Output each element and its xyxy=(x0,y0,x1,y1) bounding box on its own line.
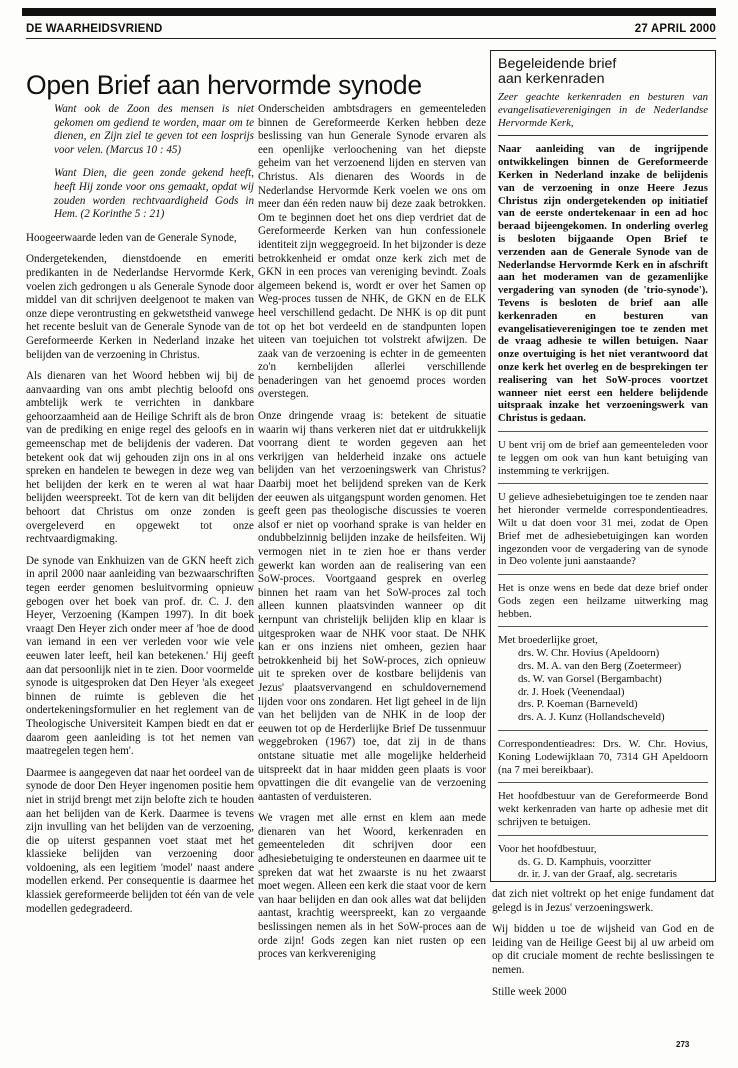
signatory: drs. M. A. van den Berg (Zoetermeer) xyxy=(518,660,682,673)
signatory: drs. A. J. Kunz (Hollandscheveld) xyxy=(518,711,665,724)
article-paragraph: Ondergetekenden, dienstdoende en emeriti predikanten in de Nederlandse Hervormde Kerk, voelen zich gedrongen u als Generale Synode door middel van dit schrijven deelgenoot te maken van onze diepe verontrusting en gekwetstheid vanwege het recente besluit van de Generale Synode van de Gereformeerde Kerken in Nederland inzake het belijden van de verzoening in Christus. xyxy=(26,253,254,361)
issue-date: 27 APRIL 2000 xyxy=(634,23,716,35)
correspondence-address: Correspondentieadres: Drs. W. Chr. Hovius, Koning Lodewijklaan 70, 7314 GH Apeldoorn (na 7 mei bereikbaar). xyxy=(498,738,708,783)
cover-letter-paragraph-3: U gelieve adhesiebetuigingen toe te zenden naar het hieronder vermelde correspondentieadres. Wilt u dat doen voor 31 mei, zodat de Open Brief met de adhesiebetuigingen kan worden ingezonden voor de vergadering van de synode in Deo volente juni aanstaande? xyxy=(498,491,708,575)
cover-letter-title-line-1: Begeleidende brief xyxy=(498,56,617,72)
cover-letter-paragraph-2: U bent vrij om de brief aan gemeenteleden voor te leggen om ook van hun kant betuiging van instemming te verkrijgen. xyxy=(498,439,708,484)
closing-date: Stille week 2000 xyxy=(492,985,567,998)
article-paragraph: Wij bidden u toe de wijsheid van God en de leiding van de Heilige Geest bij al uw arbeid om op dit cruciale moment de rechte beslissingen te nemen. xyxy=(492,923,714,976)
signatories-block xyxy=(498,634,708,731)
bond-note: Het hoofdbestuur van de Gereformeerde Bond wekt kerkenraden van harte op adhesie met dit schrijven te betuigen. xyxy=(498,790,708,835)
publication-name: DE WAARHEIDSVRIEND xyxy=(26,23,163,35)
cover-letter-paragraph-4: Het is onze wens en bede dat deze brief onder Gods zegen een heilzame uitwerking mag hebben. xyxy=(498,582,708,627)
bible-quote-2: Want Dien, die geen zonde gekend heeft, heeft Hij zonde voor ons gemaakt, opdat wij zouden worden rechtvaardigheid Gods in Hem. (2 Korinthe 5 : 21) xyxy=(54,167,254,221)
article-paragraph: De synode van Enkhuizen van de GKN heeft zich in april 2000 naar aanleiding van bezwaarschriften tegen eerder genomen besluitvorming opnieuw gebogen over het boek van prof. dr. C. J. den Heyer, Verzoening (Kampen 1997). In dit boek vraagt Den Heyer zich onder meer af 'hoe de dood van iemand in een ver verleden voor wie vele eeuwen later leeft, heil kan betekenen.' Hij geeft aan dat persoonlijk niet in te zien. Door voormelde synode is uitgesproken dat Den Heyer 'als exegeet binnen de ruimte is gebleven die het ondertekeningsformulier en het reglement van de Theologische Universiteit Kampen biedt en dat er daarom geen aanleiding is tot het nemen van maatregelen tegen hem'. xyxy=(26,554,254,758)
article-title: Open Brief aan hervormde synode xyxy=(26,70,422,100)
cover-letter-title-line-2: aan kerkenraden xyxy=(498,71,605,87)
article-paragraph: Onze dringende vraag is: betekent de situatie waarin wij thans verkeren niet dat er uitdrukkelijk voorrang dient te worden gegeven aan het verkrijgen van helderheid inzake ons actuele belijden van het verzoeningswerk van Christus? Daarbij moet het belijdend spreken van de Kerk der eeuwen als uitgangspunt worden genomen. Het geeft geen pas theologische discussies te voeren alsof er niet op voorhand sprake is van helder en ondubbelzinnig belijden inzake de heilsfeiten. Wij vermogen niet in te zien hoe er thans verder gewerkt kan worden aan de realisering van een SoW-proces. Voortgaand gesprek en overleg binnen het raam van het SoW-proces zal toch alleen kunnen plaatsvinden wanneer op dit kernpunt van christelijk belijden klip en klaar is uitgesproken waar de NHK voor staat. De NHK kan er ons inziens niet omheen, gezien haar betrokkenheid bij het SoW-proces, zich opnieuw uit te spreken over de kostbare belijdenis van Jezus' plaatsvervangend en schuldovernemend lijden voor ons zondaren. Het ligt geheel in de lijn van het belijden van de NHK in de loop der eeuwen tot op de Herderlijke Brief De tussenmuur weggebroken (1967) toe, dat zij in de thans ontstane situatie met alle mogelijke helderheid uitspreekt dat in haar midden geen plaats is voor opvattingen die dit evangelie van de verzoening aantasten of verduisteren. xyxy=(258,410,486,803)
bond-signature-block xyxy=(498,843,708,881)
cover-letter-title xyxy=(498,57,708,87)
signatory: dr. J. Hoek (Veenendaal) xyxy=(518,685,625,698)
signatory: drs. W. Chr. Hovius (Apeldoorn) xyxy=(518,647,660,660)
signatory: drs. P. Koeman (Barneveld) xyxy=(518,698,638,711)
cover-letter-box xyxy=(490,50,716,882)
article-paragraph: Onderscheiden ambtsdragers en gemeenteleden binnen de Gereformeerde Kerken hebben deze beslissing van hun Generale Synode ervaren als een openlijke verloochening van het diepste geheim van het verzoenend lijden en sterven van Christus. Als dienaren des Woords in de Nederlandse Hervormde Kerk voelen we ons om meer dan één reden nauw bij deze zaak betrokken. Om te beginnen doet het ons diep verdriet dat de Gereformeerde Kerken van hun confessionele identiteit zijn weggegroeid. In het bijzonder is deze betrokkenheid er omdat onze kerk zich met de GKN in een proces van vereniging bevindt. Zoals algemeen bekend is, wordt er over het Samen op Weg-proces tussen de NHK, de GKN en de ELK heel verschillend gedacht. De NHK is op dit punt tot op het bot verdeeld en de standpunten lopen uiteen van toejuichen tot volstrekt afwijzen. De zaak van de verzoening is echter in de gemeenten zo'n kernbelijden allerlei verschillende benaderingen van het genoemd proces worden overstegen. xyxy=(258,103,486,401)
bond-sign-intro: Voor het hoofdbestuur, xyxy=(498,842,597,855)
article-column-1 xyxy=(26,103,254,924)
bond-signatory: ds. G. D. Kamphuis, voorzitter xyxy=(518,855,652,868)
bible-quote-1: Want ook de Zoon des mensen is niet gekomen om gediend te worden, maar om te dienen, en Zijn ziel te geven tot een losprijs voor velen. (Marcus 10 : 45) xyxy=(54,103,254,156)
page-header xyxy=(26,23,716,39)
salutation: Hoogeerwaarde leden van de Generale Synode, xyxy=(26,231,237,244)
article-column-2 xyxy=(258,103,486,970)
article-column-3 xyxy=(492,888,714,1007)
page-number: 273 xyxy=(676,1040,690,1049)
top-rule xyxy=(22,8,716,16)
article-paragraph: Daarmee is aangegeven dat naar het oordeel van de synode de door Den Heyer ingenomen positie hem niet in strijd brengt met zijn belofte zich te houden aan het belijden van de Kerk. Daarmee is tevens zijn invulling van het belijden van de verzoening, die op uiterst gespannen voet staat met het klassieke belijden van verzoening door voldoening, als een legitiem 'model' naast andere modellen erkend. Per consequentie is daarmee het klassiek gereformeerde belijden tot één van de vele modellen gedegradeerd. xyxy=(26,766,254,915)
greeting: Met broederlijke groet, xyxy=(498,634,598,647)
article-paragraph: Als dienaren van het Woord hebben wij bij de aanvaarding van ons ambt plechtig beloofd ons ambtelijk werk te verrichten in dankbare gehoorzaamheid aan de Heilige Schrift als de bron van de prediking en enige regel des geloofs en in gemeenschap met de belijdenis der vaderen. Dat betekent ook dat wij gehouden zijn ons in al ons spreken en handelen te bewegen in deze weg van het belijden der kerk en te weren al wat haar belijden weerspreekt. Tot de kern van dit belijden behoort dat Christus om onze zonden is overgeleverd en opgewekt tot onze rechtvaardigmaking. xyxy=(26,370,254,546)
cover-letter-intro: Zeer geachte kerkenraden en besturen van evangelisatieverenigingen in de Nederlandse Hervormde Kerk, xyxy=(498,91,708,136)
article-paragraph: dat zich niet voltrekt op het enige fundament dat gelegd is in Jezus' verzoeningswerk. xyxy=(492,888,714,914)
signatory: ds. W. van Gorsel (Bergambacht) xyxy=(518,672,662,685)
bond-signatory: dr. ir. J. van der Graaf, alg. secretaris xyxy=(518,868,677,881)
article-paragraph: We vragen met alle ernst en klem aan mede dienaren van het Woord, kerkenraden en gemeenteleden dit schrijven door een adhesiebetuiging te ondersteunen en daarmee uit te spreken dat wat het zwaarste is nu het zwaarst moet wegen. Alleen een kerk die staat voor de kern van haar belijden en dan ook alles wat dat belijden aantast, krachtig weerspreekt, kan zo vergaande beslissingen nemen als in het SoW-proces aan de orde zijn! Gods zegen kan niet rusten op een proces van kerkvereniging xyxy=(258,812,486,961)
cover-letter-paragraph-1: Naar aanleiding van de ingrijpende ontwikkelingen binnen de Gereformeerde Kerken in Nederland inzake de belijdenis van de verzoening in onze Heere Jezus Christus zijn ondergetekenden op initiatief van de eerste ondertekenaar in een ad hoc beraad bijeengekomen. In onderling overleg is besloten bijgaande Open Brief te verzenden aan de Generale Synode van de Nederlandse Hervormde Kerk en in afschrift aan het moderamen van de gezamenlijke vergadering van synoden (de 'trio-synode'). Tevens is besloten de brief aan alle kerkenraden en besturen van evangelisatieverenigingen toe te zenden met de vraag adhesie te willen betuigen. Naar onze overtuiging is het niet verantwoord dat onze kerk het overleg en de besprekingen ter realisering van het SoW-proces voortzet wanneer niet eerst een heldere belijdende uitspraak inzake het verzoeningswerk van Christus is gedaan. xyxy=(498,143,708,432)
